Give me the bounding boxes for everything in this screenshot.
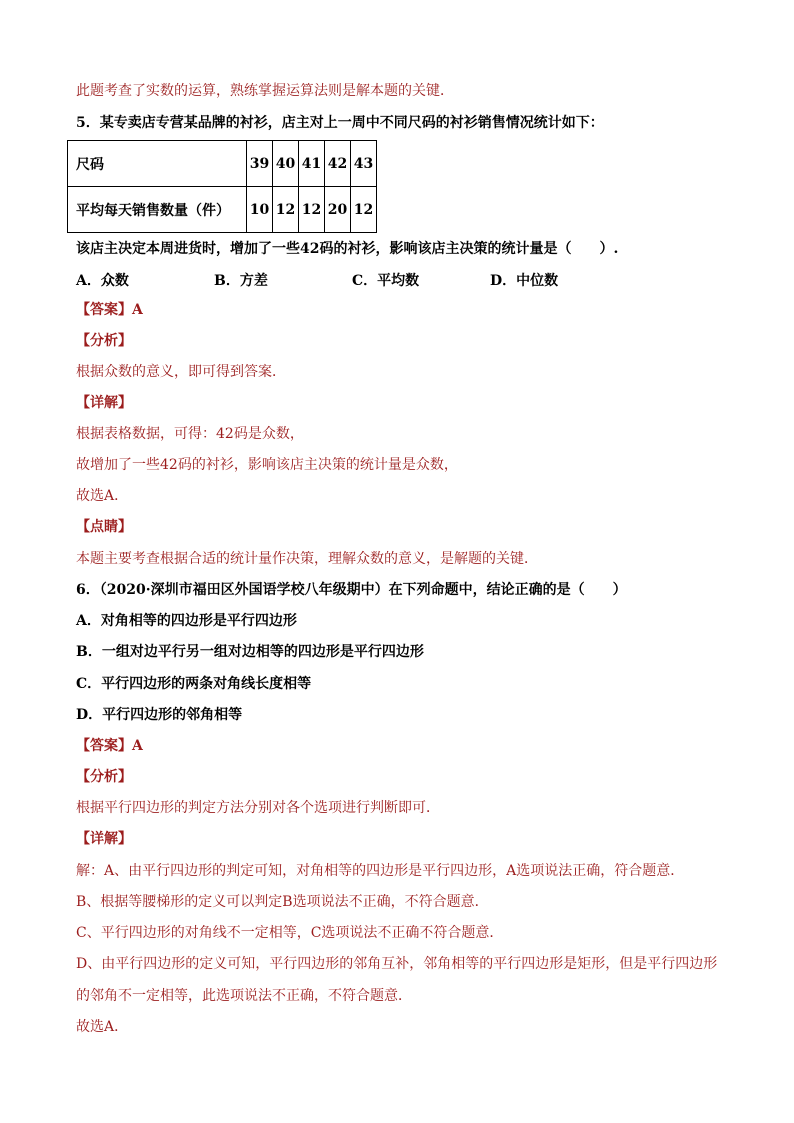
table-row <box>68 187 377 233</box>
q6-detail-2: B、根据等腰梯形的定义可以判定B选项说法不正确，不符合题意． <box>76 894 489 910</box>
table-cell: 42 <box>325 141 351 187</box>
q5-question: 该店主决定本周进货时，增加了一些42码的衬衫，影响该店主决策的统计量是（ ）. <box>76 241 619 257</box>
table-row-label-size: 尺码 <box>68 141 247 187</box>
q6-option-a: A．对角相等的四边形是平行四边形 <box>76 613 297 629</box>
q6-detail-6: 故选A． <box>76 1019 129 1035</box>
q5-answer: 【答案】A <box>76 302 143 318</box>
table-cell: 12 <box>273 187 299 233</box>
q6-title: 6．（2020·深圳市福田区外国语学校八年级期中）在下列命题中，结论正确的是（ ） <box>76 582 627 598</box>
q5-analysis-tag: 【分析】 <box>76 333 132 349</box>
q6-detail-5: 的邻角不一定相等，此选项说法不正确，不符合题意． <box>76 988 412 1004</box>
table-cell: 39 <box>247 141 273 187</box>
q6-analysis: 根据平行四边形的判定方法分别对各个选项进行判断即可． <box>76 800 440 816</box>
q5-title: 5．某专卖店专营某品牌的衬衫，店主对上一周中不同尺码的衬衫销售情况统计如下： <box>76 115 604 131</box>
table-cell: 12 <box>351 187 377 233</box>
q5-option-d: D．中位数 <box>490 273 559 289</box>
table-cell: 10 <box>247 187 273 233</box>
q6-option-c: C．平行四边形的两条对角线长度相等 <box>76 676 312 692</box>
q5-detail-3: 故选A． <box>76 488 129 504</box>
table-cell: 20 <box>325 187 351 233</box>
q6-detail-1: 解：A、由平行四边形的判定可知，对角相等的四边形是平行四边形，A选项说法正确，符合题意． <box>76 863 685 879</box>
q5-option-b: B．方差 <box>214 273 268 289</box>
q5-detail-1: 根据表格数据，可得：42码是众数， <box>76 426 304 442</box>
q5-comment-tag: 【点睛】 <box>76 519 132 535</box>
intro-line: 此题考查了实数的运算，熟练掌握运算法则是解本题的关键． <box>76 83 454 99</box>
q6-analysis-tag: 【分析】 <box>76 769 132 785</box>
q6-answer: 【答案】A <box>76 738 143 754</box>
table-cell: 41 <box>299 141 325 187</box>
size-sales-table <box>67 140 377 233</box>
table-row-label-sales: 平均每天销售数量（件） <box>68 187 247 233</box>
table-cell: 12 <box>299 187 325 233</box>
q6-option-d: D．平行四边形的邻角相等 <box>76 707 243 723</box>
q5-detail-tag: 【详解】 <box>76 395 132 411</box>
q5-detail-2: 故增加了一些42码的衬衫，影响该店主决策的统计量是众数， <box>76 457 458 473</box>
q6-detail-3: C、平行四边形的对角线不一定相等，C选项说法不正确不符合题意． <box>76 925 504 941</box>
q5-option-c: C．平均数 <box>352 273 420 289</box>
q6-option-b: B．一组对边平行另一组对边相等的四边形是平行四边形 <box>76 644 424 660</box>
table-row <box>68 141 377 187</box>
q5-comment: 本题主要考查根据合适的统计量作决策，理解众数的意义，是解题的关键． <box>76 551 538 567</box>
q5-analysis: 根据众数的意义，即可得到答案． <box>76 364 286 380</box>
q6-detail-tag: 【详解】 <box>76 831 132 847</box>
q6-detail-4: D、由平行四边形的定义可知，平行四边形的邻角互补，邻角相等的平行四边形是矩形，但是平行四边形 <box>76 956 718 972</box>
q5-option-a: A．众数 <box>76 273 129 289</box>
table-cell: 43 <box>351 141 377 187</box>
table-cell: 40 <box>273 141 299 187</box>
